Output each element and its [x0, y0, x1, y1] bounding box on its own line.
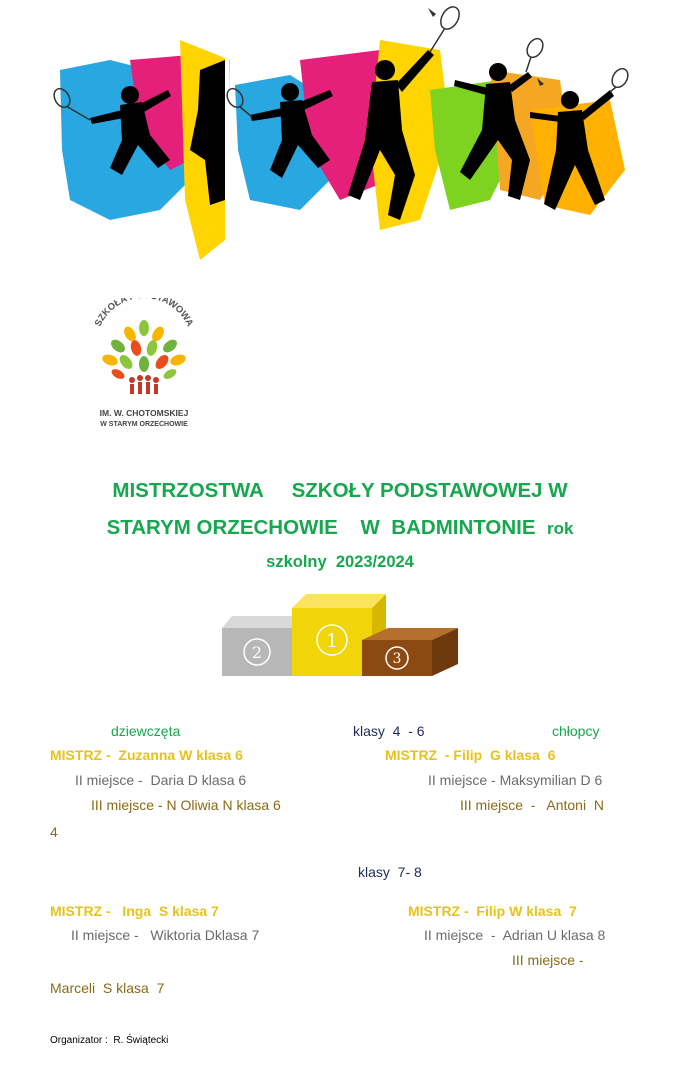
- title-line-1: MISTRZOSTWA SZKOŁY PODSTAWOWEJ W: [112, 479, 568, 502]
- podium-third: [362, 628, 458, 676]
- title-line-2-suffix: rok: [546, 519, 574, 538]
- girls-label: dziewczęta: [111, 723, 181, 739]
- organizer-footer: Organizator : R. Świątecki: [50, 1035, 169, 1046]
- boys-4-6-third-class: 4: [50, 824, 58, 840]
- title-line-2: [40, 516, 640, 540]
- school-logo: [88, 298, 200, 436]
- classes-7-8-label: klasy 7- 8: [358, 864, 422, 880]
- podium-first-number: 1: [325, 630, 339, 652]
- boys-7-8-third-name: Marceli S klasa 7: [50, 980, 165, 996]
- podium-second-number: 2: [251, 643, 263, 662]
- boys-7-8-champion: MISTRZ - Filip W klasa 7: [408, 903, 577, 919]
- winners-podium: [220, 590, 462, 680]
- tree-leaves-icon: [101, 320, 187, 381]
- girls-7-8-champion: MISTRZ - Inga S klasa 7: [50, 903, 219, 919]
- podium-third-number: 3: [392, 651, 402, 667]
- girls-4-6-third: III miejsce - N Oliwia N klasa 6: [91, 797, 281, 813]
- boys-7-8-second: II miejsce - Adrian U klasa 8: [424, 927, 606, 943]
- classes-4-6-label: klasy 4 - 6: [353, 723, 425, 739]
- logo-arc-text: SZKOŁA AWOWA: [92, 298, 196, 329]
- boys-4-6-third: III miejsce - Antoni N: [460, 797, 604, 813]
- boys-label: chłopcy: [552, 723, 600, 739]
- boys-7-8-third: III miejsce -: [512, 952, 584, 968]
- girls-4-6-second: II miejsce - Daria D klasa 6: [75, 772, 247, 788]
- girls-4-6-champion: MISTRZ - Zuzanna W klasa 6: [50, 747, 243, 763]
- badminton-players-banner: [50, 0, 630, 285]
- logo-line-1: IM. W. CHOTOMSKIEJ: [99, 408, 189, 418]
- tree-logo-icon: [88, 298, 200, 408]
- title-line-2-main: STARYM ORZECHOWIE W BADMINTONIE: [106, 516, 547, 539]
- logo-line-2: W STARYM ORZECHOWIE: [100, 421, 188, 428]
- boys-4-6-second: II miejsce - Maksymilian D 6: [428, 772, 603, 788]
- girls-7-8-second: II miejsce - Wiktoria Dklasa 7: [71, 927, 260, 943]
- children-figures-icon: [129, 375, 159, 394]
- boys-4-6-champion: MISTRZ - Filip G klasa 6: [385, 747, 556, 763]
- title-line-3: szkolny 2023/2024: [266, 553, 414, 571]
- podium-second: [222, 616, 302, 676]
